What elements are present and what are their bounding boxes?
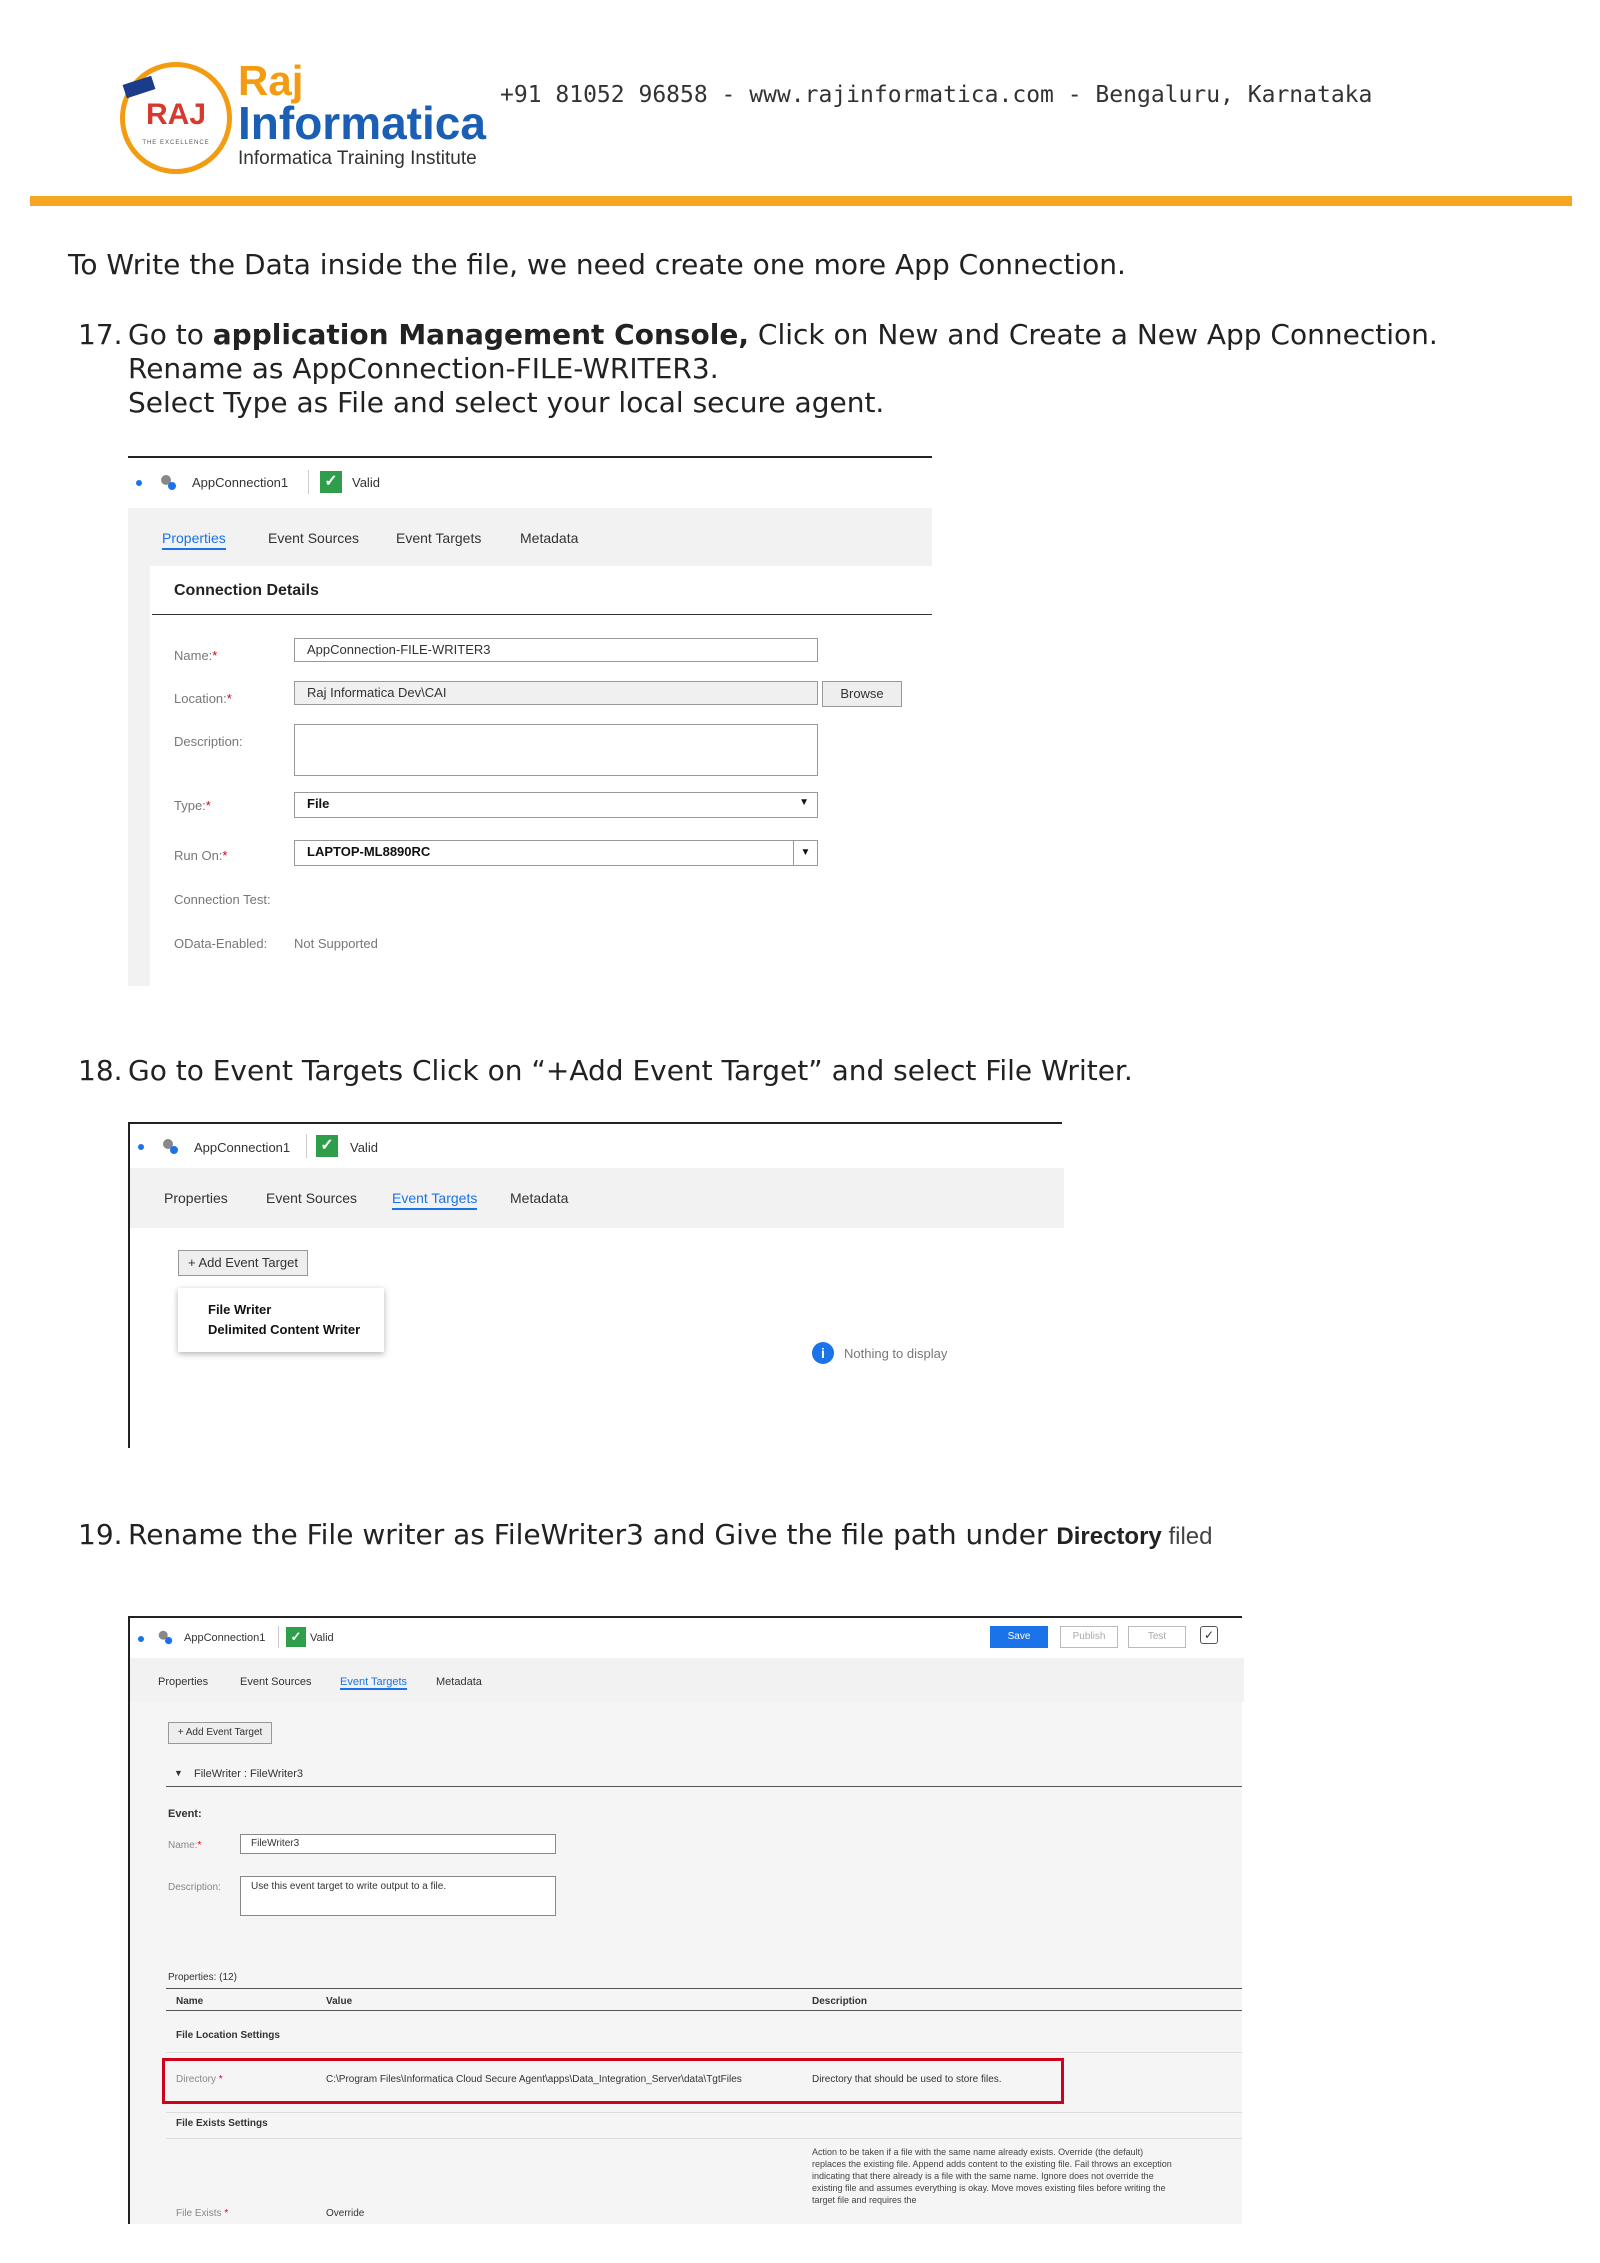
step18-number: 18. [78, 1054, 123, 1087]
tab-properties[interactable]: Properties [158, 1676, 209, 1688]
status-dot [138, 1636, 144, 1642]
step19-text: Rename the File writer as FileWriter3 and Give the file path under [128, 1518, 1057, 1551]
row-divider [166, 2138, 1242, 2139]
file-writer-header[interactable]: FileWriter : FileWriter3 [194, 1768, 303, 1780]
odata-label: OData-Enabled: [174, 936, 268, 951]
description-label: Description: [168, 1882, 221, 1893]
directory-value[interactable]: C:\Program Files\Informatica Cloud Secure Agent\apps\Data_Integration_Server\data\TgtFiles [326, 2074, 742, 2085]
step19-bold: Directory [1056, 1523, 1162, 1550]
writer-divider [166, 1786, 1242, 1787]
type-select[interactable] [294, 792, 818, 818]
connection-title: AppConnection1 [184, 1632, 266, 1644]
browse-button[interactable]: Browse [822, 681, 902, 707]
column-header-name: Name [176, 1996, 204, 2007]
tab-bar [128, 508, 932, 566]
location-input: Raj Informatica Dev\CAI [294, 681, 818, 705]
logo-badge-text: RAJ [145, 98, 206, 131]
checklist-icon[interactable]: ✓ [1200, 1626, 1218, 1644]
valid-status: Valid [310, 1632, 334, 1644]
description-label: Description: [174, 734, 243, 749]
title-divider [278, 1626, 279, 1648]
caret-down-icon[interactable]: ▼ [174, 1768, 183, 1778]
tab-event-sources[interactable]: Event Sources [240, 1676, 312, 1688]
tab-metadata[interactable]: Metadata [510, 1190, 569, 1206]
add-event-target-button[interactable] [168, 1722, 272, 1744]
properties-count: Properties: (12) [168, 1972, 237, 1983]
logo-brand-line1: Raj [238, 57, 304, 104]
step17-bold: application Management Console, [212, 318, 750, 351]
tab-bar [130, 1168, 1064, 1228]
test-button[interactable]: Test [1128, 1626, 1186, 1648]
connection-title: AppConnection1 [192, 475, 289, 490]
type-select-value: File [307, 796, 330, 811]
empty-state-text: Nothing to display [844, 1346, 948, 1361]
app-connection-icon [156, 1628, 174, 1646]
odata-value: Not Supported [294, 936, 378, 951]
chevron-down-icon: ▼ [799, 797, 809, 808]
type-label: Type:* [174, 798, 211, 813]
runon-label: Run On:* [174, 848, 228, 863]
brand-logo [120, 58, 500, 178]
chevron-down-icon: ▼ [793, 841, 817, 865]
tab-metadata[interactable]: Metadata [436, 1676, 482, 1688]
tab-bar [130, 1658, 1244, 1702]
file-exists-name: File Exists * [176, 2208, 229, 2219]
connection-title: AppConnection1 [194, 1140, 291, 1155]
event-label: Event: [168, 1808, 202, 1820]
logo-brand-line2: Informatica [238, 97, 486, 149]
screenshot-connection-details [128, 456, 932, 986]
tab-event-targets[interactable]: Event Targets [396, 530, 482, 546]
publish-button[interactable]: Publish [1060, 1626, 1118, 1648]
name-label: Name:* [174, 648, 218, 663]
step18-text: Go to Event Targets Click on “+Add Event Target” and select File Writer. [128, 1054, 1133, 1087]
menu-item-delimited-content-writer[interactable]: Delimited Content Writer [208, 1322, 361, 1337]
runon-select-value: LAPTOP-ML8890RC [307, 844, 431, 859]
save-button[interactable]: Save [990, 1626, 1048, 1648]
left-gutter [128, 566, 150, 986]
contact-line: +91 81052 96858 - www.rajinformatica.com - Bengaluru, Karnataka [500, 82, 1373, 108]
tab-event-sources[interactable]: Event Sources [266, 1190, 358, 1206]
menu-item-file-writer[interactable]: File Writer [208, 1302, 272, 1317]
section-divider [152, 614, 932, 615]
file-exists-value[interactable]: Override [326, 2208, 365, 2219]
tab-properties[interactable]: Properties [164, 1190, 228, 1206]
name-label: Name:* [168, 1840, 202, 1851]
header-divider [30, 196, 1572, 206]
column-header-description: Description [812, 1996, 868, 2007]
add-event-target-label: Add Event Target [198, 1255, 298, 1270]
directory-description: Directory that should be used to store files. [812, 2074, 1002, 2085]
group-file-exists-settings: File Exists Settings [176, 2118, 268, 2129]
step17-post: Click on New and Create a New App Connection. [749, 318, 1438, 351]
valid-check-icon: ✓ [320, 471, 342, 493]
group-file-location-settings: File Location Settings [176, 2030, 280, 2041]
properties-divider [166, 1988, 1242, 1989]
add-event-target-label: Add Event Target [185, 1727, 263, 1738]
valid-check-icon: ✓ [316, 1135, 338, 1157]
step19-line [128, 1518, 1212, 1554]
valid-status: Valid [350, 1140, 378, 1155]
file-exists-description: Action to be taken if a file with the same name already exists. Override (the default) replaces the existing file. Append adds content to the existing file. Fail throws an exception indicating that there already is a file with the same name. Ignore does not override the existing file and assumes everything is okay. Move moves existing files before writing the target file and requires the [812, 2147, 1172, 2205]
status-dot [136, 480, 142, 486]
event-target-menu [178, 1288, 384, 1352]
row-divider [166, 2112, 1242, 2113]
valid-status: Valid [352, 475, 380, 490]
description-textarea[interactable]: Use this event target to write output to a file. [240, 1876, 556, 1916]
name-input[interactable]: FileWriter3 [240, 1834, 556, 1854]
app-connection-icon [160, 1136, 180, 1156]
add-event-target-button[interactable] [178, 1250, 308, 1276]
info-icon: i [812, 1342, 834, 1364]
screenshot-file-writer [128, 1616, 1242, 2224]
tab-event-targets[interactable]: Event Targets [340, 1676, 408, 1688]
app-connection-icon [158, 472, 178, 492]
plus-icon: + [177, 1727, 186, 1738]
section-title: Connection Details [174, 582, 319, 599]
tab-metadata[interactable]: Metadata [520, 530, 579, 546]
tab-event-targets[interactable]: Event Targets [392, 1190, 477, 1210]
title-divider [308, 470, 309, 494]
header-divider [166, 2010, 1242, 2011]
connection-test-label: Connection Test: [174, 892, 271, 907]
logo-tagline: Informatica Training Institute [238, 148, 477, 169]
directory-name: Directory * [176, 2074, 223, 2085]
valid-check-icon: ✓ [286, 1627, 306, 1647]
step17-line2: Rename as AppConnection-FILE-WRITER3. [128, 352, 719, 385]
row-divider [166, 2052, 1242, 2053]
screenshot-event-targets [128, 1122, 1062, 1448]
step17-number: 17. [78, 318, 123, 351]
runon-select[interactable] [294, 840, 818, 866]
title-divider [306, 1134, 307, 1158]
status-dot [138, 1144, 144, 1150]
tab-event-sources[interactable]: Event Sources [268, 530, 360, 546]
location-label: Location:* [174, 691, 232, 706]
step17-pre: Go to [128, 318, 213, 351]
column-header-value: Value [326, 1996, 353, 2007]
step19-tail: filed [1161, 1523, 1213, 1550]
name-input[interactable]: AppConnection-FILE-WRITER3 [294, 638, 818, 662]
step17-line3: Select Type as File and select your local secure agent. [128, 386, 885, 419]
intro-text: To Write the Data inside the file, we need create one more App Connection. [68, 248, 1126, 281]
step17-line1 [128, 318, 1438, 352]
plus-icon: + [188, 1255, 199, 1270]
logo-badge-subtext: THE EXCELLENCE [142, 140, 210, 146]
description-textarea[interactable] [294, 724, 818, 776]
tab-properties[interactable]: Properties [162, 530, 226, 550]
step19-number: 19. [78, 1518, 123, 1551]
